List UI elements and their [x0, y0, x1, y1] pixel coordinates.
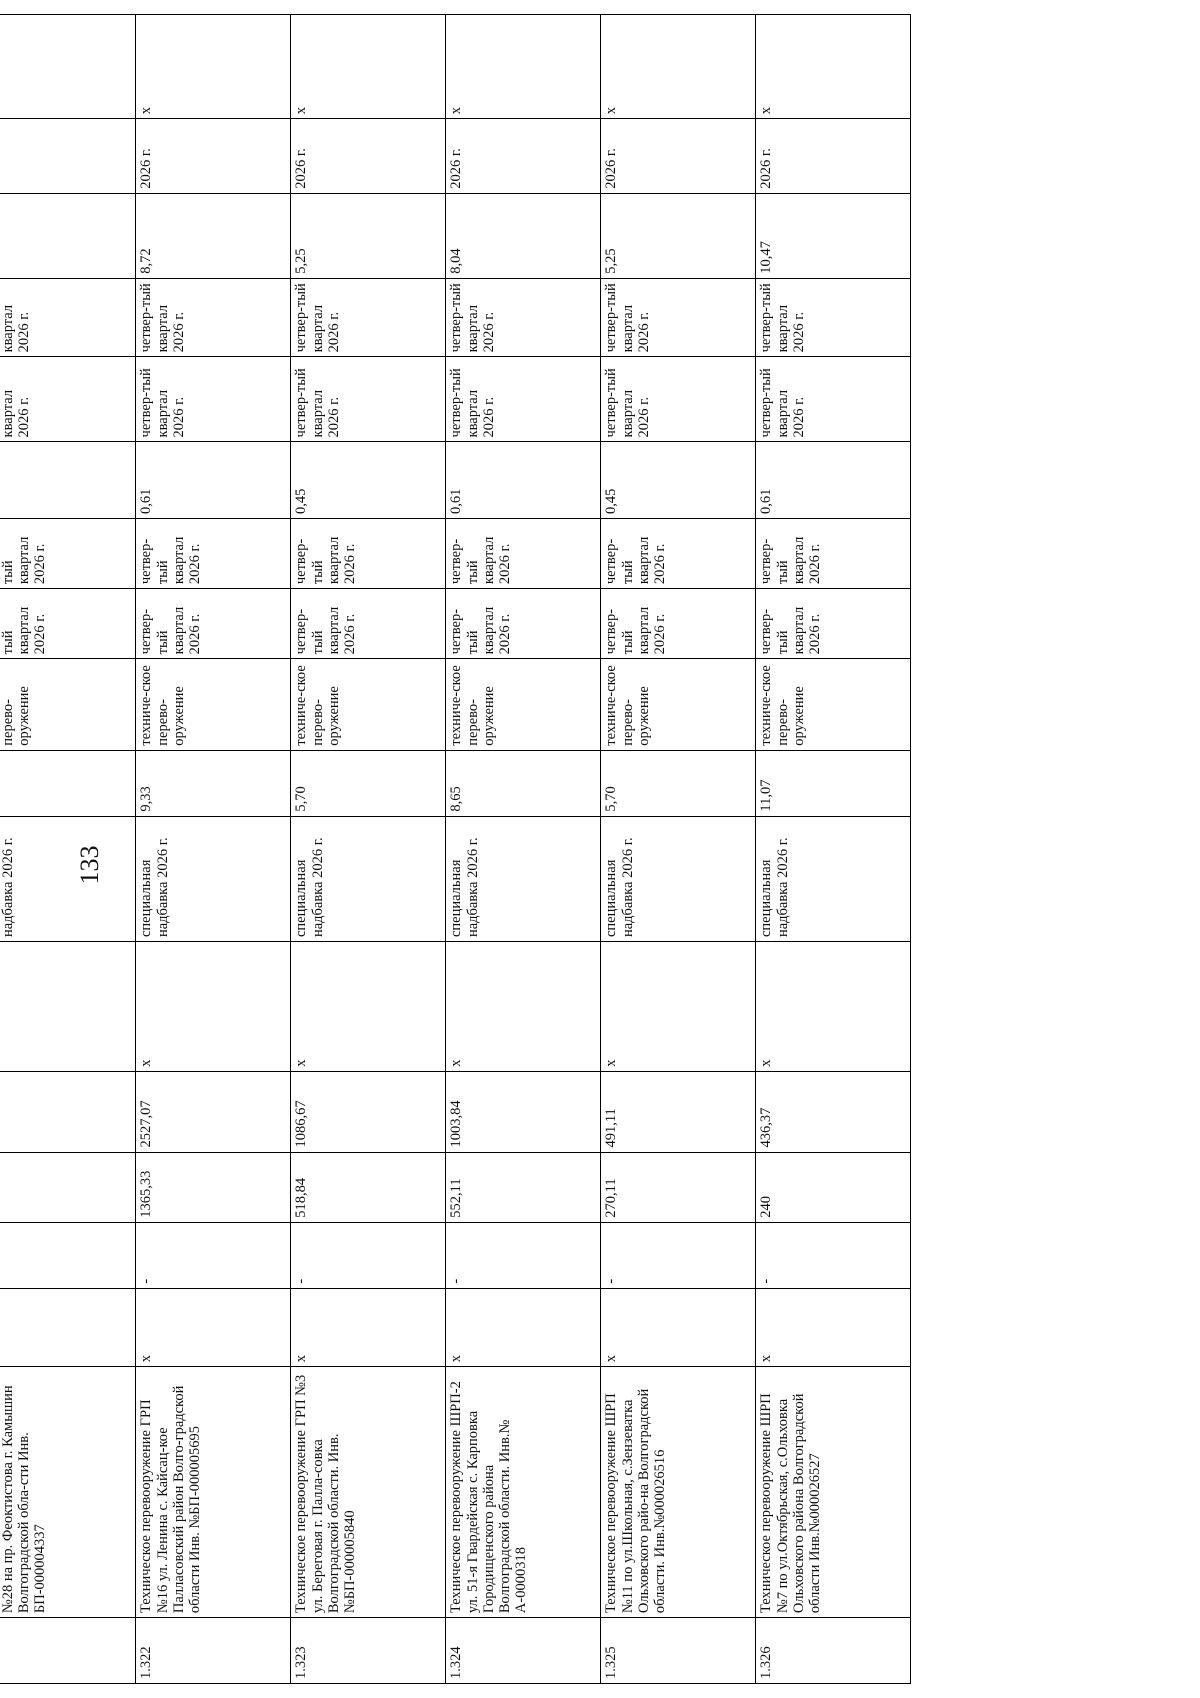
- cell-object-name: Техническое перевоoружение ШРП №11 по ул.Школьная, с.Зензеватка Ольховского райо-на Волгоградской области. Инв.№000026516: [601, 1367, 756, 1618]
- cell-length: -: [446, 1222, 601, 1288]
- cell-section: [0, 1618, 136, 1684]
- cell-object-name: Техническое перевоoружение ГРП №3 ул. Береговая г. Палла-совка Волгоградской области. Инв.№БП-000005840: [291, 1367, 446, 1618]
- cell-construction-end: четвер-тый квартал 2026 г.: [291, 278, 446, 357]
- cell-consumers-count: x: [291, 1288, 446, 1367]
- table-row: [446, 15, 601, 1684]
- cell-design-start: четвер-тый квартал 2026 г.: [291, 589, 446, 659]
- cell-commission-date: [0, 119, 136, 193]
- cell-financing-mln: 9,33: [136, 750, 291, 816]
- cell-object-name: №28 на пр. Феоктистова г. Камышин Волгоградской обла-сти Инв. БП-000004337: [0, 1367, 136, 1618]
- cell-storage: x: [291, 942, 446, 1072]
- cell-design-financing: 0,45: [601, 442, 756, 519]
- cell-construction-start: четвер-тый квартал 2026 г.: [291, 357, 446, 442]
- cell-construction-financing: [0, 193, 136, 278]
- cell-section: 1.324: [446, 1618, 601, 1684]
- cell-lifecycle-stage: перево-оружение: [0, 659, 136, 750]
- cell-consumer-group: x: [446, 15, 601, 119]
- cell-financing-source: специальная надбавка 2026 г.: [601, 816, 756, 941]
- table-row: [0, 15, 136, 1684]
- cell-design-financing: 0,61: [756, 442, 911, 519]
- table-row: [291, 15, 446, 1684]
- cell-design-financing: 0,45: [291, 442, 446, 519]
- cell-capacity-year: 1003,84: [446, 1071, 601, 1152]
- cell-design-start: тый квартал 2026 г.: [0, 589, 136, 659]
- cell-design-end: четвер-тый квартал 2026 г.: [136, 519, 291, 589]
- cell-financing-mln: 5,70: [601, 750, 756, 816]
- rotated-table-wrapper: [0, 14, 1033, 1684]
- cell-commission-date: 2026 г.: [446, 119, 601, 193]
- cell-consumer-group: [0, 15, 136, 119]
- cell-construction-financing: 5,25: [291, 193, 446, 278]
- cell-construction-financing: 10,47: [756, 193, 911, 278]
- cell-lifecycle-stage: техниче-ское перево-оружение: [756, 659, 911, 750]
- cell-consumer-group: x: [756, 15, 911, 119]
- cell-construction-financing: 8,04: [446, 193, 601, 278]
- cell-financing-source: специальная надбавка 2026 г.: [291, 816, 446, 941]
- table-row: [136, 15, 291, 1684]
- table-body: [0, 15, 911, 1684]
- cell-commission-date: 2026 г.: [291, 119, 446, 193]
- page-number: 133: [75, 845, 104, 885]
- cell-construction-end: четвер-тый квартал 2026 г.: [756, 278, 911, 357]
- cell-length: -: [136, 1222, 291, 1288]
- cell-capacity-year: 491,11: [601, 1071, 756, 1152]
- cell-design-financing: 0,61: [446, 442, 601, 519]
- cell-commission-date: 2026 г.: [756, 119, 911, 193]
- cell-construction-end: четвер-тый квартал 2026 г.: [601, 278, 756, 357]
- cell-capacity-hour: 270,11: [601, 1152, 756, 1222]
- cell-commission-date: 2026 г.: [136, 119, 291, 193]
- cell-consumers-count: x: [446, 1288, 601, 1367]
- cell-consumers-count: [0, 1288, 136, 1367]
- cell-design-start: четвер-тый квартал 2026 г.: [601, 589, 756, 659]
- cell-object-name: Техническое перевоoружение ШРП №7 по ул.Октябрьская, с.Ольховка Ольховского района Волгоградской области Инв.№000026527: [756, 1367, 911, 1618]
- cell-construction-start: четвер-тый квартал 2026 г.: [446, 357, 601, 442]
- cell-capacity-year: 2527,07: [136, 1071, 291, 1152]
- cell-capacity-year: [0, 1071, 136, 1152]
- cell-consumer-group: x: [291, 15, 446, 119]
- cell-storage: x: [756, 942, 911, 1072]
- cell-construction-end: четвер-тый квартал 2026 г.: [446, 278, 601, 357]
- cell-design-financing: [0, 442, 136, 519]
- cell-design-end: четвер-тый квартал 2026 г.: [291, 519, 446, 589]
- cell-lifecycle-stage: техниче-ское перево-оружение: [136, 659, 291, 750]
- cell-capacity-hour: [0, 1152, 136, 1222]
- cell-capacity-hour: 552,11: [446, 1152, 601, 1222]
- cell-financing-source: специальная надбавка 2026 г.: [136, 816, 291, 941]
- cell-consumer-group: x: [136, 15, 291, 119]
- cell-storage: [0, 942, 136, 1072]
- cell-capacity-hour: 518,84: [291, 1152, 446, 1222]
- cell-financing-mln: 5,70: [291, 750, 446, 816]
- cell-construction-end: квартал 2026 г.: [0, 278, 136, 357]
- cell-section: 1.325: [601, 1618, 756, 1684]
- cell-section: 1.323: [291, 1618, 446, 1684]
- cell-length: -: [601, 1222, 756, 1288]
- cell-consumer-group: x: [601, 15, 756, 119]
- cell-capacity-hour: 240: [756, 1152, 911, 1222]
- cell-lifecycle-stage: техниче-ское перево-оружение: [601, 659, 756, 750]
- cell-consumers-count: x: [136, 1288, 291, 1367]
- table-row: [601, 15, 756, 1684]
- cell-financing-mln: 11,07: [756, 750, 911, 816]
- cell-financing-source: надбавка 2026 г.: [0, 816, 136, 941]
- cell-design-financing: 0,61: [136, 442, 291, 519]
- cell-design-start: четвер-тый квартал 2026 г.: [446, 589, 601, 659]
- cell-commission-date: 2026 г.: [601, 119, 756, 193]
- cell-storage: x: [446, 942, 601, 1072]
- cell-design-end: четвер-тый квартал 2026 г.: [756, 519, 911, 589]
- cell-design-start: четвер-тый квартал 2026 г.: [136, 589, 291, 659]
- cell-construction-end: четвер-тый квартал 2026 г.: [136, 278, 291, 357]
- cell-design-end: четвер-тый квартал 2026 г.: [446, 519, 601, 589]
- cell-lifecycle-stage: техниче-ское перево-оружение: [446, 659, 601, 750]
- cell-capacity-year: 436,37: [756, 1071, 911, 1152]
- cell-capacity-hour: 1365,33: [136, 1152, 291, 1222]
- cell-consumers-count: x: [756, 1288, 911, 1367]
- cell-construction-start: четвер-тый квартал 2026 г.: [136, 357, 291, 442]
- cell-storage: x: [136, 942, 291, 1072]
- cell-design-end: четвер-тый квартал 2026 г.: [601, 519, 756, 589]
- cell-consumers-count: x: [601, 1288, 756, 1367]
- cell-design-start: четвер-тый квартал 2026 г.: [756, 589, 911, 659]
- cell-financing-mln: [0, 750, 136, 816]
- cell-lifecycle-stage: техниче-ское перево-оружение: [291, 659, 446, 750]
- cell-financing-source: специальная надбавка 2026 г.: [756, 816, 911, 941]
- cell-section: 1.326: [756, 1618, 911, 1684]
- cell-section: 1.322: [136, 1618, 291, 1684]
- cell-object-name: Техническое перевоoружение ГРП №16 ул. Ленина с. Кайсац-кое Палласовский район Волго-градской области Инв. №БП-000005695: [136, 1367, 291, 1618]
- cell-construction-financing: 8,72: [136, 193, 291, 278]
- cell-construction-financing: 5,25: [601, 193, 756, 278]
- cell-length: [0, 1222, 136, 1288]
- cell-financing-mln: 8,65: [446, 750, 601, 816]
- cell-length: -: [291, 1222, 446, 1288]
- cell-storage: x: [601, 942, 756, 1072]
- cell-financing-source: специальная надбавка 2026 г.: [446, 816, 601, 941]
- cell-construction-start: четвер-тый квартал 2026 г.: [756, 357, 911, 442]
- cell-object-name: Техническое перевоoружение ШРП-2 ул. 51-я Гвардейская с. Карповка Городищенского района Волгоградской области. Инв.№ А-0000318: [446, 1367, 601, 1618]
- cell-length: -: [756, 1222, 911, 1288]
- cell-design-end: тый квартал 2026 г.: [0, 519, 136, 589]
- table-row: [756, 15, 911, 1684]
- cell-construction-start: четвер-тый квартал 2026 г.: [601, 357, 756, 442]
- cell-construction-start: квартал 2026 г.: [0, 357, 136, 442]
- gas-supply-objects-table: [0, 14, 911, 1684]
- cell-capacity-year: 1086,67: [291, 1071, 446, 1152]
